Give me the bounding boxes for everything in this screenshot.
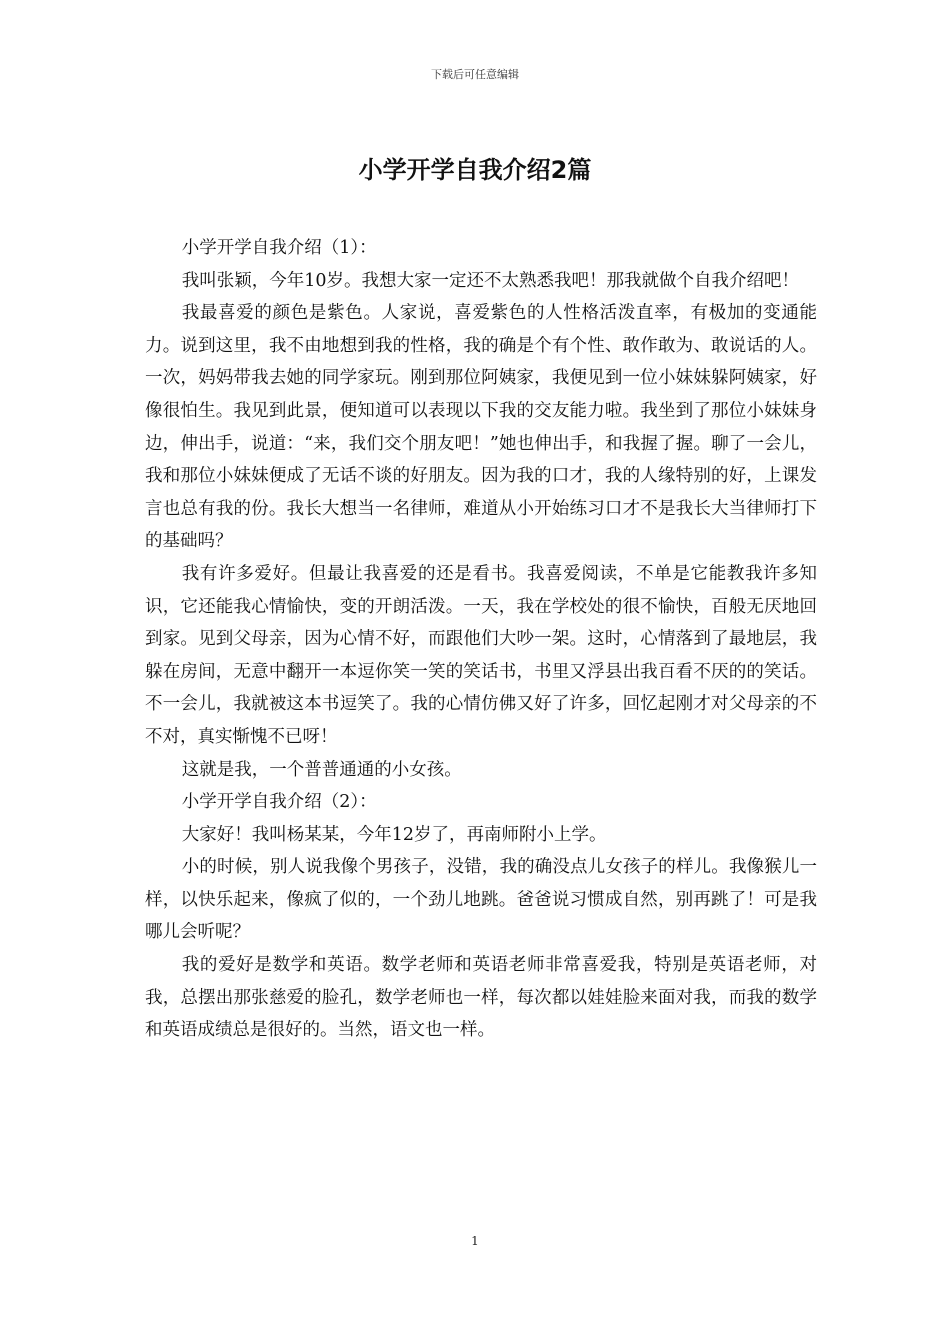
page-number: 1 (471, 1234, 479, 1248)
paragraph-greeting: 大家好！我叫杨某某，今年12岁了，再南师附小上学。 (181, 824, 607, 845)
paragraph-intro-name: 我叫张颖，今年10岁。我想大家一定还不太熟悉我吧！那我就做个自我介绍吧！ (181, 270, 800, 291)
paragraph-section-2-heading: 小学开学自我介绍（2）： (181, 792, 377, 813)
paragraph-hobby-reading: 我有许多爱好。但最让我喜爱的还是看书。我喜爱阅读，不单是它能教我许多知识，它还能我心情愉快，变的开朗活泼。一天，我在学校处的很不愉快，百般无厌地回到家。见到父母亲，因为心情不好，而跟他们大吵一架。这时，心情落到了最地层，我躲在房间，无意中翻开一本逗你笑一笑的笑话书，书里又浮县出我百看不厌的的笑话。不一会儿，我就被这本书逗笑了。我的心情仿佛又好了许多，回忆起刚才对父母亲的不不对，真实惭愧不已呀！ (145, 563, 817, 747)
paragraph-favorite-color: 我最喜爱的颜色是紫色。人家说，喜爱紫色的人性格活泼直率，有极加的变通能力。说到这里，我不由地想到我的性格，我的确是个有个性、敢作敢为、敢说话的人。一次，妈妈带我去她的同学家玩。刚到那位阿姨家，我便见到一位小妹妹躲阿姨家，好像很怕生。我见到此景，便知道可以表现以下我的交友能力啦。我坐到了那位小妹妹身边，伸出手，说道：“来，我们交个朋友吧！”她也伸出手，和我握了握。聊了一会儿，我和那位小妹妹便成了无话不谈的好朋友。因为我的口才，我的人缘特别的好，上课发言也总有我的份。我长大想当一名律师，难道从小开始练习口才不是我长大当律师打下的基础吗？ (145, 303, 817, 552)
document-title: 小学开学自我介绍2篇 (358, 156, 592, 184)
paragraph-section-1-heading: 小学开学自我介绍（1）： (181, 238, 377, 258)
paragraph-hobby-math-english: 我的爱好是数学和英语。数学老师和英语老师非常喜爱我，特别是英语老师，对我，总摆出那张慈爱的脸孔，数学老师也一样，每次都以娃娃脸来面对我，而我的数学和英语成绩总是很好的。当然，语文也一样。 (145, 955, 817, 1041)
document-body (145, 232, 817, 1047)
paragraph-closing: 这就是我，一个普普通通的小女孩。 (181, 759, 462, 780)
header-note: 下载后可任意编辑 (431, 68, 519, 81)
paragraph-childhood: 小的时候，别人说我像个男孩子，没错，我的确没点儿女孩子的样儿。我像猴儿一样，以快乐起来，像疯了似的，一个劲儿地跳。爸爸说习惯成自然，别再跳了！可是我哪儿会听呢？ (145, 857, 817, 943)
